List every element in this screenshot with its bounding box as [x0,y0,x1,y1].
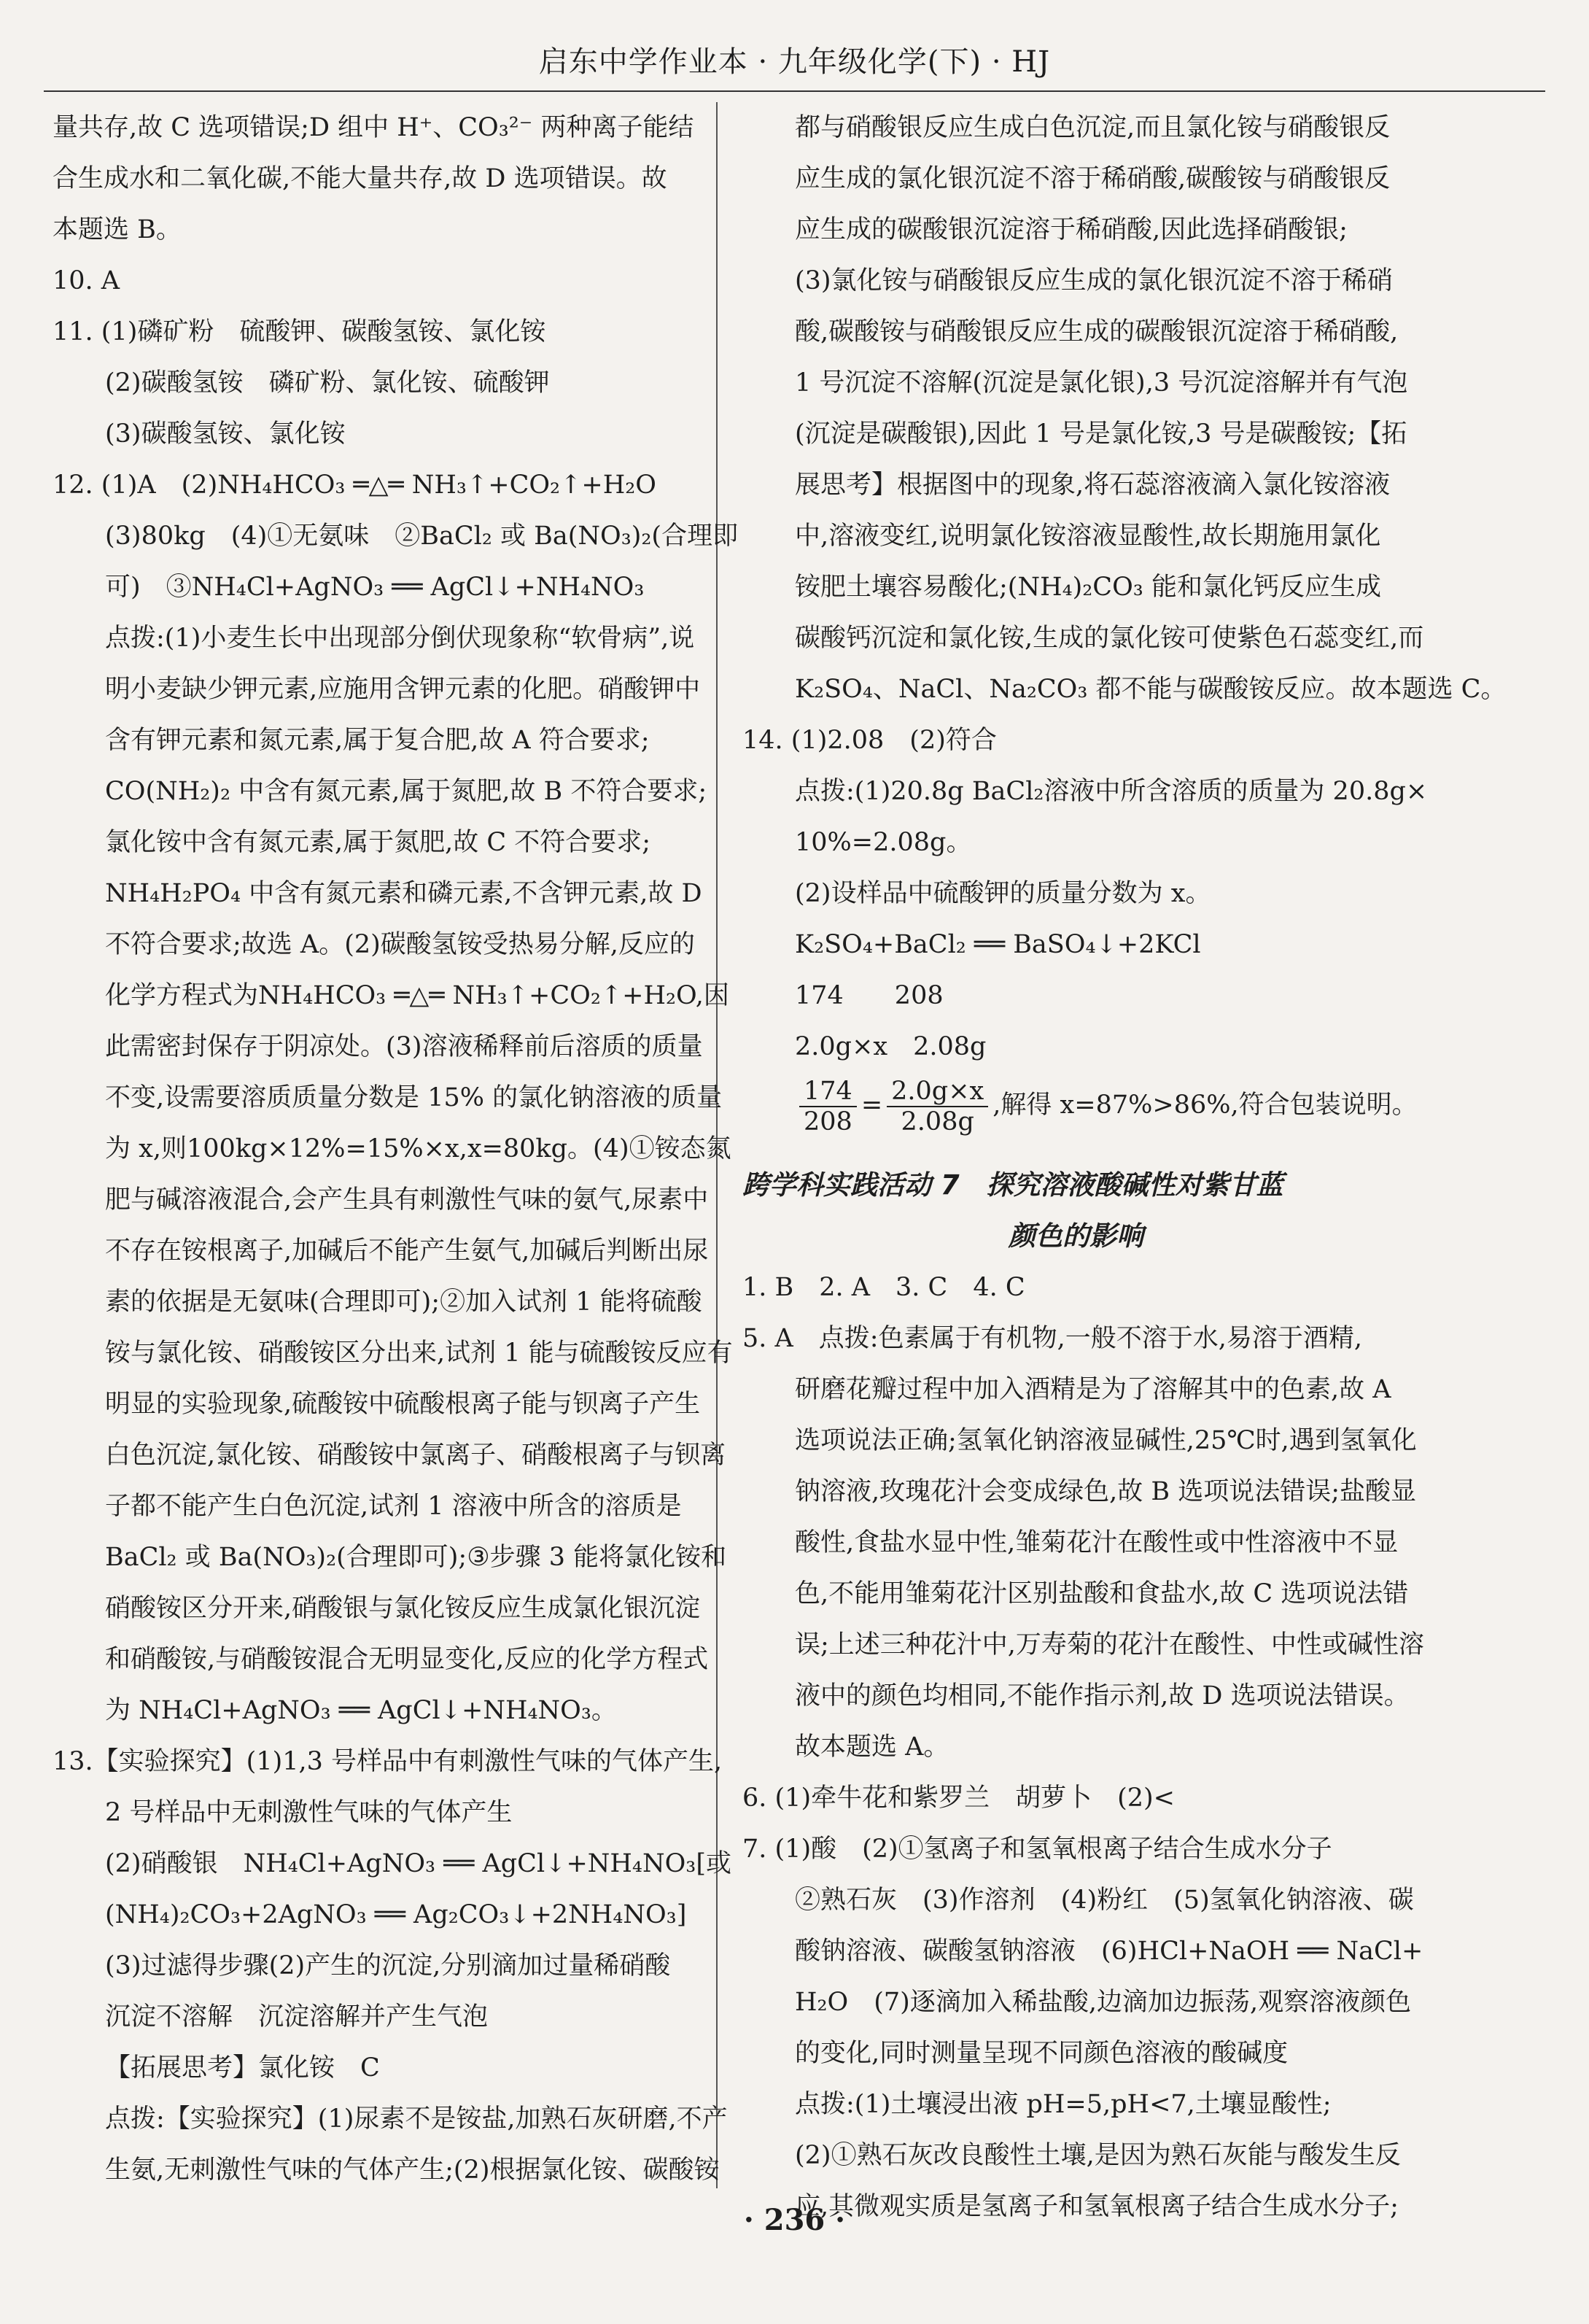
text-line: 子都不能产生白色沉淀,试剂 1 溶液中所含的溶质是 [105,1492,682,1521]
text-line: 1 号沉淀不溶解(沉淀是氯化银),3 号沉淀溶解并有气泡 [795,368,1408,398]
text-line: 酸钠溶液、碳酸氢钠溶液 (6)HCl+NaOH ══ NaCl+ [795,1937,1423,1966]
text-line: 不变,设需要溶质质量分数是 15% 的氯化钠溶液的质量 [105,1083,723,1112]
text-line: 的变化,同时测量呈现不同颜色溶液的酸碱度 [795,2039,1289,2068]
right-column [742,102,1507,2232]
text-line: 为 x,则100kg×12%=15%×x,x=80kg。(4)①铵态氮 [105,1134,731,1163]
page-header [44,36,1545,92]
fraction-right: $\frac{2.0g\times x}{2.08g}$ [887,1077,988,1136]
text-line: 【拓展思考】氯化铵 C [105,2053,380,2083]
text-line: 肥与碱溶液混合,会产生具有刺激性气味的氨气,尿素中 [105,1185,709,1215]
text-line: (2)设样品中硫酸钾的质量分数为 x。 [795,879,1211,908]
text-line: 铵肥土壤容易酸化;(NH₄)₂CO₃ 能和氯化钙反应生成 [795,573,1381,602]
answer-10: 10. A [53,266,120,295]
answer-11: 11. (1)磷矿粉 硫酸钾、碳酸氢铵、氯化铵 [53,317,546,346]
text-line: 硝酸铵区分开来,硝酸银与氯化铵反应生成氯化银沉淀 [105,1594,701,1623]
answer-6: 6. (1)牵牛花和紫罗兰 胡萝卜 (2)< [742,1783,1176,1813]
section-title: 跨学科实践活动 7 探究溶液酸碱性对紫甘蓝 [742,1169,1283,1201]
fraction-tail: ,解得 x=87%>86%,符合包装说明。 [992,1091,1418,1120]
text-line: 酸性,食盐水显中性,雏菊花汁在酸性或中性溶液中不显 [795,1528,1399,1557]
text-line: 中,溶液变红,说明氯化铵溶液显酸性,故长期施用氯化 [795,522,1381,551]
text-line: 生氨,无刺激性气味的气体产生;(2)根据氯化铵、碳酸铵 [105,2155,720,2185]
section-title-cont: 颜色的影响 [1009,1220,1143,1252]
text-line: ②熟石灰 (3)作溶剂 (4)粉红 (5)氢氧化钠溶液、碳 [795,1886,1414,1915]
text-line: 应,其微观实质是氢离子和氢氧根离子结合生成水分子; [795,2192,1399,2221]
text-line: 白色沉淀,氯化铵、硝酸铵中氯离子、硝酸根离子与钡离 [105,1441,726,1470]
text-line: 174 208 [795,981,944,1010]
text-line: 可) ③NH₄Cl+AgNO₃ ══ AgCl↓+NH₄NO₃ [105,573,645,602]
text-line: 明显的实验现象,硫酸铵中硫酸根离子能与钡离子产生 [105,1390,701,1419]
answer-5: 5. A 点拨:色素属于有机物,一般不溶于水,易溶于酒精, [742,1324,1362,1353]
tip-paragraph: 点拨:(1)20.8g BaCl₂溶液中所含溶质的质量为 20.8g× [795,777,1428,806]
text-line: 为 NH₄Cl+AgNO₃ ══ AgCl↓+NH₄NO₃。 [105,1696,617,1725]
text-line: (3)氯化铵与硝酸银反应生成的氯化银沉淀不溶于稀硝 [795,266,1393,295]
text-line: 应生成的碳酸银沉淀溶于稀硝酸,因此选择硝酸银; [795,215,1348,244]
answer-14: 14. (1)2.08 (2)符合 [742,726,997,755]
text-line: 1. B 2. A 3. C 4. C [742,1273,1025,1302]
text-line: 本题选 B。 [53,215,182,244]
page-number: · 236 · [743,2203,846,2237]
fraction-left: $\frac{174}{208}$ [799,1077,857,1136]
text-line: 2 号样品中无刺激性气味的气体产生 [105,1798,513,1827]
text-line: 明小麦缺少钾元素,应施用含钾元素的化肥。硝酸钾中 [105,675,701,704]
text-line: 液中的颜色均相同,不能作指示剂,故 D 选项说法错误。 [795,1681,1410,1711]
text-line: 不存在铵根离子,加碱后不能产生氨气,加碱后判断出尿 [105,1236,709,1266]
text-line: 研磨花瓣过程中加入酒精是为了溶解其中的色素,故 A [795,1375,1391,1404]
text-line: 酸,碳酸铵与硝酸银反应生成的碳酸银沉淀溶于稀硝酸, [795,317,1399,346]
left-column [53,102,739,2196]
text-line: 应生成的氯化银沉淀不溶于稀硝酸,碳酸铵与硝酸银反 [795,164,1391,193]
text-line: K₂SO₄、NaCl、Na₂CO₃ 都不能与碳酸铵反应。故本题选 C。 [795,675,1507,704]
text-line: 沉淀不溶解 沉淀溶解并产生气泡 [105,2002,489,2031]
text-line: 展思考】根据图中的现象,将石蕊溶液滴入氯化铵溶液 [795,470,1391,500]
text-line: 铵与氯化铵、硝酸铵区分出来,试剂 1 能与硫酸铵反应有 [105,1339,733,1368]
fraction-line: $\frac{174}{208}$ = $\frac{2.0g\times x}{2.08g}$ ,解得 x=87%>86%,符合包装说明。 [742,1072,1410,1138]
tip-paragraph: 点拨:【实验探究】(1)尿素不是铵盐,加熟石灰研磨,不产 [105,2104,728,2134]
text-line: 含有钾元素和氮元素,属于复合肥,故 A 符合要求; [105,726,650,755]
text-line: (2)碳酸氢铵 磷矿粉、氯化铵、硫酸钾 [105,368,550,398]
tip-paragraph: 点拨:(1)土壤浸出液 pH=5,pH<7,土壤显酸性; [795,2090,1332,2119]
header-title: 启东中学作业本 · 九年级化学(下) · HJ [538,45,1051,79]
text-line: 和硝酸铵,与硝酸铵混合无明显变化,反应的化学方程式 [105,1645,709,1674]
equation-line: K₂SO₄+BaCl₂ ══ BaSO₄↓+2KCl [795,930,1201,959]
tip-paragraph: 点拨:(1)小麦生长中出现部分倒伏现象称“软骨病”,说 [105,624,695,653]
text-line: 都与硝酸银反应生成白色沉淀,而且氯化铵与硝酸银反 [795,113,1391,142]
text-line: (3)80kg (4)①无氨味 ②BaCl₂ 或 Ba(NO₃)₂(合理即 [105,522,739,551]
text-line: (NH₄)₂CO₃+2AgNO₃ ══ Ag₂CO₃↓+2NH₄NO₃] [105,1900,687,1929]
answer-7: 7. (1)酸 (2)①氢离子和氢氧根离子结合生成水分子 [742,1835,1332,1864]
text-line: 素的依据是无氨味(合理即可);②加入试剂 1 能将硫酸 [105,1287,702,1317]
text-line: 10%=2.08g。 [795,828,972,857]
text-line: (沉淀是碳酸银),因此 1 号是氯化铵,3 号是碳酸铵;【拓 [795,419,1407,449]
text-line: 氯化铵中含有氮元素,属于氮肥,故 C 不符合要求; [105,828,651,857]
text-line: 选项说法正确;氢氧化钠溶液显碱性,25℃时,遇到氢氧化 [795,1426,1417,1455]
text-line: (3)过滤得步骤(2)产生的沉淀,分别滴加过量稀硝酸 [105,1951,671,1980]
text-line: 误;上述三种花汁中,万寿菊的花汁在酸性、中性或碱性溶 [795,1630,1424,1659]
text-line: (2)硝酸银 NH₄Cl+AgNO₃ ══ AgCl↓+NH₄NO₃[或 [105,1849,731,1878]
text-line: CO(NH₂)₂ 中含有氮元素,属于氮肥,故 B 不符合要求; [105,777,707,806]
text-line: BaCl₂ 或 Ba(NO₃)₂(合理即可);③步骤 3 能将氯化铵和 [105,1543,727,1572]
text-line: H₂O (7)逐滴加入稀盐酸,边滴加边振荡,观察溶液颜色 [795,1988,1412,2017]
answer-13: 13.【实验探究】(1)1,3 号样品中有刺激性气味的气体产生, [53,1747,723,1776]
text-line: 不符合要求;故选 A。(2)碳酸氢铵受热易分解,反应的 [105,930,695,959]
text-line: 钠溶液,玫瑰花汁会变成绿色,故 B 选项说法错误;盐酸显 [795,1477,1417,1506]
text-line: NH₄H₂PO₄ 中含有氮元素和磷元素,不含钾元素,故 D [105,879,702,908]
text-line: 2.0g×x 2.08g [795,1032,987,1061]
text-line: 量共存,故 C 选项错误;D 组中 H⁺、CO₃²⁻ 两种离子能结 [53,113,694,142]
text-line: 碳酸钙沉淀和氯化铵,生成的氯化铵可使紫色石蕊变红,而 [795,624,1424,653]
text-line: 故本题选 A。 [795,1732,949,1762]
text-line: 化学方程式为NH₄HCO₃ ═△═ NH₃↑+CO₂↑+H₂O,因 [105,981,729,1010]
text-line: 此需密封保存于阴凉处。(3)溶液稀释前后溶质的质量 [105,1032,703,1061]
text-line: 合生成水和二氧化碳,不能大量共存,故 D 选项错误。故 [53,164,667,193]
text-line: (3)碳酸氢铵、氯化铵 [105,419,346,449]
text-line: (2)①熟石灰改良酸性土壤,是因为熟石灰能与酸发生反 [795,2141,1401,2170]
text-line: 色,不能用雏菊花汁区别盐酸和食盐水,故 C 选项说法错 [795,1579,1409,1608]
answer-12: 12. (1)A (2)NH₄HCO₃ ═△═ NH₃↑+CO₂↑+H₂O [53,470,656,500]
